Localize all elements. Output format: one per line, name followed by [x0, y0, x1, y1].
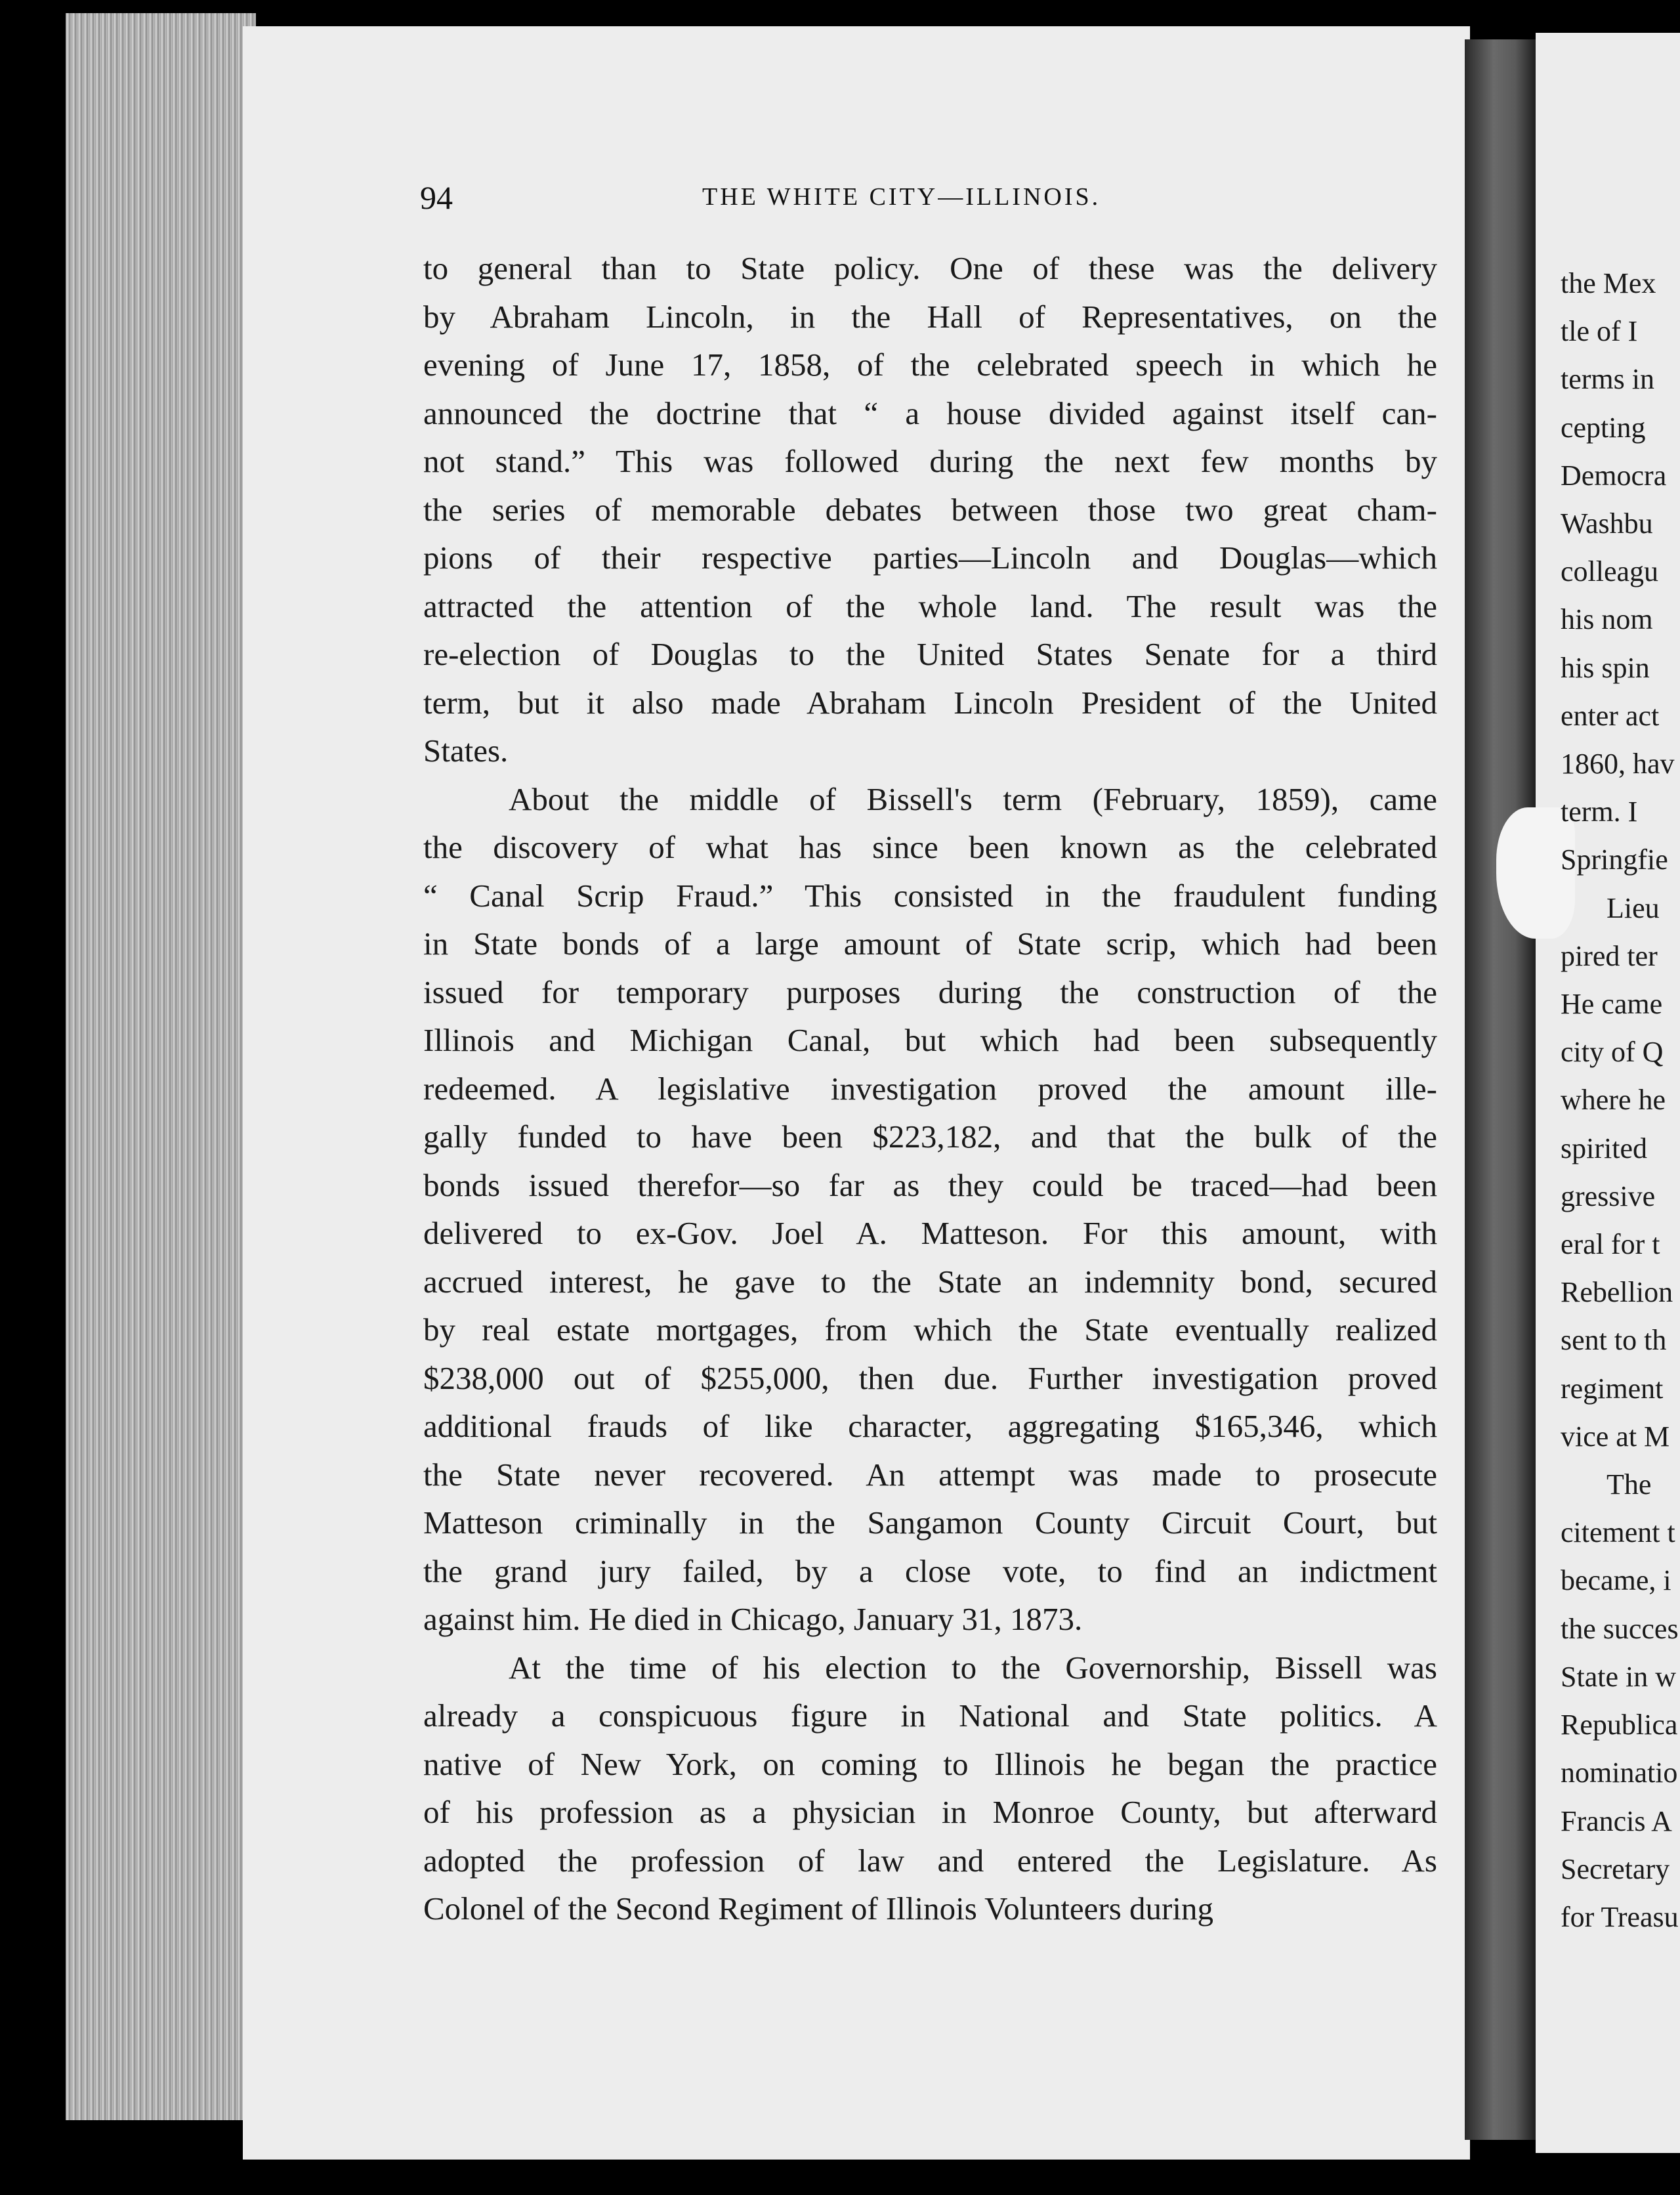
text-line: States. [423, 733, 509, 769]
right-page-line: city of Q [1561, 1036, 1664, 1069]
right-page-line: Washbu [1561, 507, 1653, 540]
right-page-line: sent to th [1561, 1324, 1667, 1357]
text-line: redeemed. A legislative investigation proved the amount ille- [423, 1070, 1437, 1107]
right-page-line: colleagu [1561, 555, 1659, 588]
text-line: the series of memorable debates between those two great cham- [423, 491, 1437, 528]
page-number: 94 [420, 179, 453, 216]
text-line: in State bonds of a large amount of State scrip, which had been [423, 926, 1437, 962]
right-page-line: The [1606, 1468, 1652, 1501]
text-line: of his profession as a physician in Monroe County, but afterward [423, 1794, 1437, 1830]
text-line: About the middle of Bissell's term (February, 1859), came [509, 780, 1437, 817]
text-line: against him. He died in Chicago, January 31, 1873. [423, 1601, 1083, 1637]
text-line: bonds issued therefor—so far as they could be traced—had been [423, 1166, 1437, 1203]
text-line: not stand.” This was followed during the next few months by [423, 443, 1437, 479]
text-line: Colonel of the Second Regiment of Illinois Volunteers during [423, 1890, 1213, 1927]
text-line: the grand jury failed, by a close vote, to find an indictment [423, 1552, 1437, 1589]
text-line: by real estate mortgages, from which the State eventually realized [423, 1311, 1437, 1348]
text-line: attracted the attention of the whole land. The result was the [423, 587, 1437, 624]
right-page-line: the succes [1561, 1612, 1679, 1645]
right-page-line: pired ter [1561, 939, 1658, 972]
book-page-edges [66, 13, 256, 2120]
right-page-line: his spin [1561, 651, 1650, 684]
right-page-line: citement t [1561, 1516, 1675, 1549]
text-line: accrued interest, he gave to the State an indemnity bond, secured [423, 1263, 1437, 1300]
text-line: $238,000 out of $255,000, then due. Further investigation proved [423, 1359, 1437, 1396]
right-page-line: regiment [1561, 1372, 1664, 1405]
paragraph [423, 1644, 1437, 1933]
text-line: by Abraham Lincoln, in the Hall of Representatives, on the [423, 298, 1437, 335]
right-page-line: spirited [1561, 1132, 1647, 1164]
body-text [423, 244, 1437, 1933]
text-line: delivered to ex-Gov. Joel A. Matteson. For this amount, with [423, 1215, 1437, 1251]
text-line: native of New York, on coming to Illinois he began the practice [423, 1745, 1437, 1782]
right-page-line: Secretary [1561, 1852, 1670, 1885]
right-page-line: terms in [1561, 363, 1654, 396]
text-line: re-election of Douglas to the United States Senate for a third [423, 636, 1437, 672]
right-page-line: Rebellion [1561, 1276, 1673, 1309]
paragraph [423, 244, 1437, 775]
text-line: to general than to State policy. One of these was the delivery [423, 250, 1437, 286]
text-line: At the time of his election to the Governorship, Bissell was [509, 1649, 1437, 1686]
text-line: Illinois and Michigan Canal, but which had been subsequently [423, 1022, 1437, 1058]
right-page-line: for Treasu [1561, 1900, 1679, 1933]
right-page-line: Republica [1561, 1709, 1678, 1741]
right-page-line: Springfie [1561, 843, 1668, 876]
text-line: Matteson criminally in the Sangamon County Circuit Court, but [423, 1504, 1437, 1541]
right-page-line: term. I [1561, 796, 1638, 828]
book-gutter [1465, 39, 1537, 2140]
text-line: gally funded to have been $223,182, and that the bulk of the [423, 1119, 1437, 1155]
right-page-line: eral for t [1561, 1228, 1660, 1261]
text-line: “ Canal Scrip Fraud.” This consisted in the fraudulent funding [423, 877, 1437, 914]
right-page-line: 1860, hav [1561, 748, 1675, 780]
right-page-line: Lieu [1606, 891, 1660, 924]
text-line: the discovery of what has since been known as the celebrated [423, 829, 1437, 865]
running-head: THE WHITE CITY—ILLINOIS. [702, 183, 1101, 211]
page-header [420, 179, 1450, 231]
text-line: announced the doctrine that “ a house divided against itself can- [423, 394, 1437, 431]
text-line: issued for temporary purposes during the construction of the [423, 973, 1437, 1010]
text-line: adopted the profession of law and entered the Legislature. As [423, 1842, 1437, 1879]
right-page-line: tle of I [1561, 315, 1638, 348]
right-page-line: gressive [1561, 1180, 1656, 1212]
right-page-line: nominatio [1561, 1757, 1678, 1789]
right-page-text [1561, 259, 1680, 1941]
right-page-line: vice at M [1561, 1420, 1670, 1453]
right-page-line: cepting [1561, 411, 1646, 444]
right-page-line: He came [1561, 988, 1663, 1021]
text-line: term, but it also made Abraham Lincoln President of the United [423, 684, 1437, 721]
right-page-line: where he [1561, 1084, 1666, 1117]
right-page-line: became, i [1561, 1564, 1671, 1597]
text-line: evening of June 17, 1858, of the celebrated speech in which he [423, 347, 1437, 383]
right-page-line: State in w [1561, 1660, 1676, 1693]
right-page-line: his nom [1561, 603, 1653, 636]
text-line: additional frauds of like character, aggregating $165,346, which [423, 1408, 1437, 1444]
text-line: the State never recovered. An attempt was made to prosecute [423, 1456, 1437, 1493]
right-page-line: Francis A [1561, 1804, 1672, 1837]
right-page-line: the Mex [1561, 267, 1656, 299]
text-line: already a conspicuous figure in National and State politics. A [423, 1697, 1437, 1734]
paragraph [423, 775, 1437, 1644]
text-line: pions of their respective parties—Lincoln and Douglas—which [423, 540, 1437, 576]
right-page-line: Democra [1561, 459, 1667, 492]
right-page-line: enter act [1561, 699, 1660, 732]
